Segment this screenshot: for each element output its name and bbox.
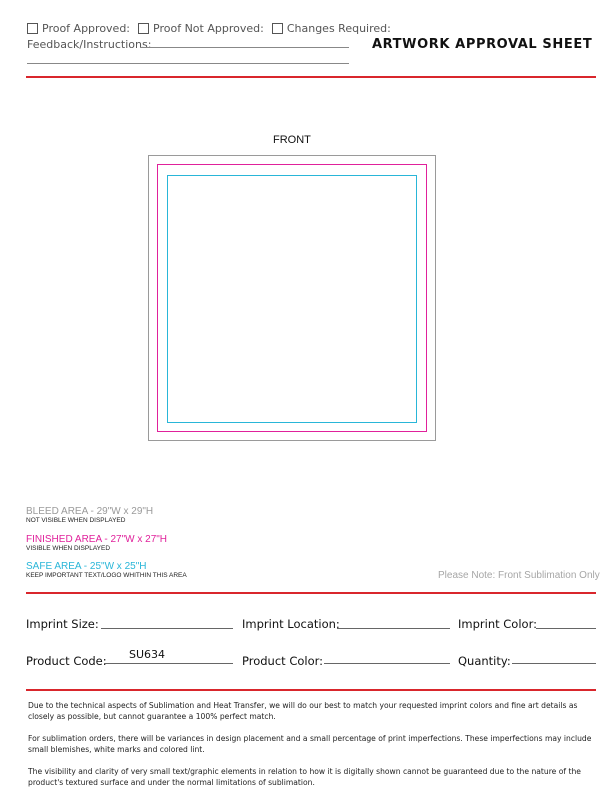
- product-code-field[interactable]: [104, 663, 233, 664]
- approval-options: [27, 20, 399, 36]
- changes-required-checkbox[interactable]: [272, 23, 283, 34]
- feedback-line-2[interactable]: [27, 63, 349, 64]
- safe-area-subtitle: KEEP IMPORTANT TEXT/LOGO WHITHIN THIS AREA: [26, 572, 187, 579]
- page-title: ARTWORK APPROVAL SHEET: [372, 37, 593, 52]
- feedback-label: Feedback/Instructions:: [27, 38, 152, 51]
- product-color-field[interactable]: [324, 663, 450, 664]
- imprint-location-label: Imprint Location:: [242, 617, 340, 631]
- bleed-area-legend: [26, 506, 153, 524]
- disclaimer-paragraph-3: The visibility and clarity of very small text/graphic elements in relation to how it is digitally shown cannot be guaranteed due to the nature of the product's textured surface and under the normal limitations of sublimation.: [28, 767, 581, 787]
- proof-approved-option[interactable]: [27, 22, 130, 35]
- imprint-color-field[interactable]: [536, 628, 596, 629]
- disclaimer-paragraph-2: For sublimation orders, there will be variances in design placement and a small percentage of print imperfections. These imperfections may include small blemishes, white marks and colored lint.: [28, 734, 592, 754]
- changes-required-label: Changes Required:: [286, 21, 391, 35]
- sublimation-note: Please Note: Front Sublimation Only: [438, 570, 600, 581]
- finished-area-legend: [26, 534, 167, 552]
- quantity-field[interactable]: [512, 663, 596, 664]
- proof-not-approved-option[interactable]: [138, 22, 264, 35]
- bleed-area-title: BLEED AREA - 29"W x 29"H: [26, 506, 154, 517]
- product-color-label: Product Color:: [242, 654, 324, 668]
- bleed-area-subtitle: NOT VISIBLE WHEN DISPLAYED: [26, 517, 126, 524]
- header-divider: [26, 76, 596, 78]
- quantity-label: Quantity:: [458, 654, 511, 668]
- front-label: FRONT: [273, 134, 311, 146]
- product-code-label: Product Code:: [26, 654, 107, 668]
- safe-area-legend: [26, 561, 187, 579]
- changes-required-option[interactable]: [272, 22, 391, 35]
- imprint-color-label: Imprint Color:: [458, 617, 537, 631]
- proof-approved-checkbox[interactable]: [27, 23, 38, 34]
- safe-area-box: [167, 175, 417, 423]
- imprint-size-field[interactable]: [101, 628, 233, 629]
- finished-area-title: FINISHED AREA - 27"W x 27"H: [26, 534, 168, 545]
- disclaimer-paragraph-1: Due to the technical aspects of Sublimation and Heat Transfer, we will do our best to match your requested imprint colors and fine art details as closely as possible, but cannot guarantee a 100% perfect match.: [28, 701, 578, 721]
- fields-divider-bottom: [26, 689, 596, 691]
- proof-not-approved-label: Proof Not Approved:: [153, 21, 264, 35]
- finished-area-subtitle: VISIBLE WHEN DISPLAYED: [26, 545, 111, 552]
- fields-divider-top: [26, 592, 596, 594]
- proof-not-approved-checkbox[interactable]: [138, 23, 149, 34]
- product-code-value: SU634: [129, 648, 166, 661]
- safe-area-title: SAFE AREA - 25"W x 25"H: [26, 561, 147, 572]
- imprint-location-field[interactable]: [337, 628, 450, 629]
- feedback-line-1[interactable]: [140, 47, 349, 48]
- imprint-size-label: Imprint Size:: [26, 617, 99, 631]
- proof-approved-label: Proof Approved:: [42, 21, 131, 35]
